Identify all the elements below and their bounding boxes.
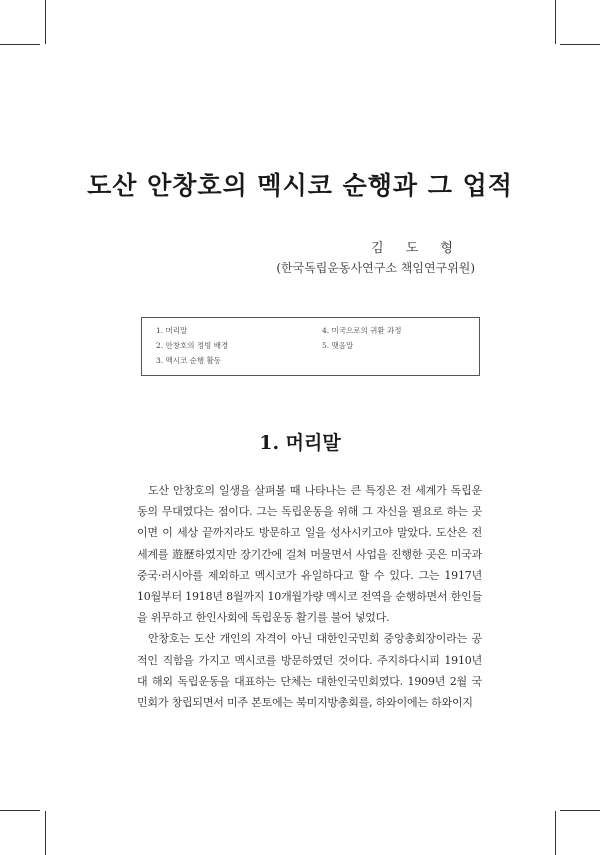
toc-item: 4. 미국으로의 귀환 과정	[322, 326, 402, 335]
toc-item: 1. 머리말	[156, 326, 188, 335]
crop-mark-top-right	[555, 0, 556, 44]
crop-mark-top-right-h	[560, 44, 600, 45]
body-text	[137, 480, 482, 713]
section-heading: 1. 머리말	[259, 432, 341, 454]
crop-mark-bottom-left-h	[0, 810, 40, 811]
table-of-contents	[141, 317, 480, 376]
toc-item: 5. 맺음말	[322, 341, 354, 350]
crop-mark-top-left	[45, 0, 46, 44]
paper-title: 도산 안창호의 멕시코 순행과 그 업적	[87, 171, 513, 200]
paragraph: 안창호는 도산 개인의 자격이 아닌 대한인국민회 중앙총회장이라는 공적인 직함을 가지고 멕시코를 방문하였던 것이다. 주지하다시피 1910년대 해외 독립운동을 대표하는 단체는 대한인국민회였다. 1909년 2월 국민회가 창립되면서 미주 본토에는 북미지방총회를, 하와이에는 하와이지	[137, 632, 482, 710]
paragraph: 도산 안창호의 일생을 살펴볼 때 나타나는 큰 특징은 전 세계가 독립운동의 무대였다는 점이다. 그는 독립운동을 위해 그 자신을 필요로 하는 곳이면 이 세상 끝까지라도 방문하고 일을 성사시키고야 말았다. 도산은 전 세계를 遊歷하였지만 장기간에 걸쳐 머물면서 사업을 진행한 곳은 미국과 중국·러시아를 제외하고 멕시코가 유일하다고 할 수 있다. 그는 1917년 10월부터 1918년 8월까지 10개월가량 멕시코 전역을 순행하면서 한인들을 위무하고 한인사회에 독립운동 활기를 불어 넣었다.	[137, 484, 482, 625]
toc-item: 2. 안창호의 정빙 배경	[156, 341, 229, 350]
author-name: 김 도 형	[371, 241, 462, 256]
crop-mark-bottom-right	[555, 811, 556, 855]
author-affiliation: (한국독립운동사연구소 책임연구위원)	[276, 261, 475, 275]
crop-mark-top-left-h	[0, 44, 40, 45]
crop-mark-bottom-left	[45, 811, 46, 855]
toc-item: 3. 멕시코 순행 활동	[156, 356, 222, 365]
crop-mark-bottom-right-h	[560, 810, 600, 811]
